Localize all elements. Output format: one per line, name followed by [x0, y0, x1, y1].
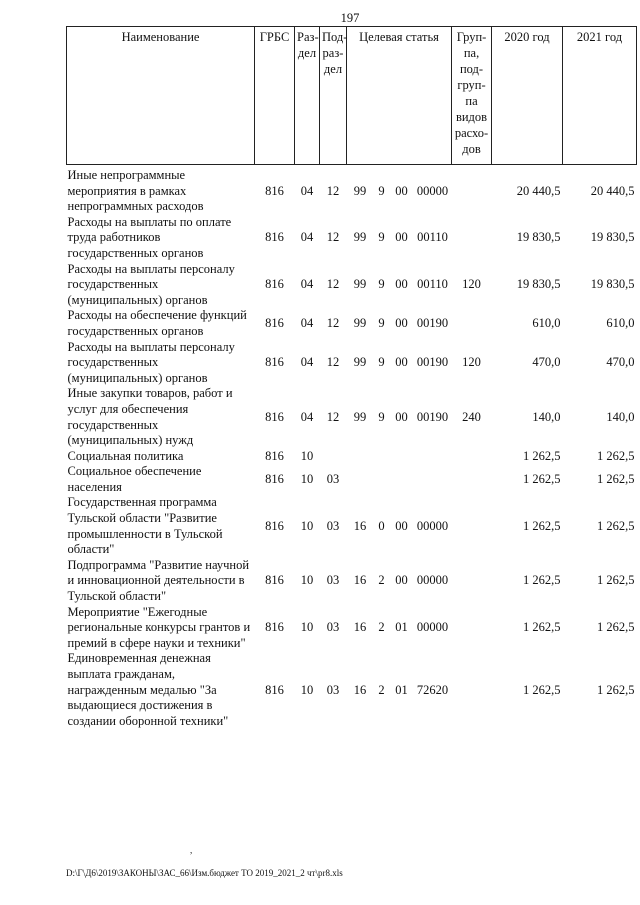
cell-name: Мероприятие "Ежегодные региональные конкурсы грантов и премий в сфере науки и техники" — [67, 604, 251, 650]
header-grbs: ГРБС — [255, 27, 295, 165]
cell-t2: 9 — [378, 230, 385, 245]
cell-grbs: 816 — [265, 518, 284, 533]
table-row — [67, 558, 637, 605]
cell-pr: 03 — [326, 518, 340, 533]
cell-t4 — [414, 464, 452, 495]
cell-t1: 99 — [353, 316, 367, 331]
cell-t4: 00110 — [417, 230, 448, 245]
cell-y2021: 470,0 — [606, 355, 635, 370]
cell-grbs: 816 — [265, 183, 284, 198]
table-row — [67, 165, 637, 215]
cell-rz: 10 — [300, 573, 314, 588]
cell-vr: 120 — [462, 355, 481, 370]
cell-rz: 04 — [300, 355, 314, 370]
cell-t1: 16 — [353, 682, 367, 697]
cell-vr — [452, 449, 492, 465]
cell-vr — [452, 308, 492, 339]
table-row — [67, 605, 637, 652]
cell-pr: 12 — [326, 409, 340, 424]
cell-grbs: 816 — [265, 682, 284, 697]
cell-name: Иные непрограммные мероприятия в рамках непрограммных расходов — [67, 168, 204, 214]
cell-y2020: 470,0 — [532, 355, 561, 370]
cell-t3: 00 — [395, 518, 408, 533]
cell-name: Расходы на выплаты персоналу государственных (муниципальных) органов — [67, 339, 235, 385]
cell-grbs: 816 — [265, 277, 284, 292]
cell-name: Расходы на обеспечение функций государственных органов — [67, 308, 247, 338]
cell-vr — [452, 651, 492, 729]
cell-t1: 99 — [353, 409, 367, 424]
footer-file-path: D:\Г\Д6\2019\ЗАКОНЫ\ЗАС_66\Изм.бюджет ТО 2019_2021_2 чт\pr8.xls — [66, 868, 343, 878]
table-row — [67, 308, 637, 339]
cell-name: Иные закупки товаров, работ и услуг для обеспечения государственных (муниципальных) нужд — [67, 386, 233, 448]
cell-vr — [452, 464, 492, 495]
cell-y2020: 1 262,5 — [523, 682, 561, 697]
cell-rz: 04 — [300, 409, 314, 424]
cell-y2020: 20 440,5 — [516, 183, 561, 198]
cell-pr: 12 — [326, 230, 340, 245]
cell-t3: 00 — [395, 573, 408, 588]
table-row — [67, 262, 637, 309]
table-row — [67, 651, 637, 729]
cell-t3 — [390, 464, 414, 495]
cell-t2: 0 — [378, 518, 385, 533]
cell-y2021: 1 262,5 — [597, 620, 635, 635]
cell-t1: 99 — [353, 355, 367, 370]
cell-y2020: 1 262,5 — [523, 518, 561, 533]
cell-y2021: 1 262,5 — [597, 518, 635, 533]
cell-t2: 9 — [378, 316, 385, 331]
cell-y2021: 140,0 — [606, 409, 635, 424]
cell-t4: 00190 — [416, 409, 449, 424]
cell-rz: 04 — [300, 277, 314, 292]
cell-rz: 10 — [300, 682, 314, 697]
cell-t2: 9 — [378, 183, 385, 198]
cell-grbs: 816 — [265, 472, 284, 487]
table-row — [67, 386, 637, 448]
cell-vr — [452, 495, 492, 557]
header-razdel: Раз- дел — [295, 27, 320, 165]
table-header — [67, 27, 637, 165]
cell-t4 — [414, 449, 452, 465]
cell-t4: 72620 — [416, 682, 449, 697]
table-row — [67, 340, 637, 387]
cell-t2 — [374, 464, 390, 495]
cell-t1 — [347, 464, 374, 495]
cell-t3: 00 — [395, 183, 408, 198]
cell-y2020: 610,0 — [532, 316, 561, 331]
cell-name: Расходы на выплаты персоналу государственных (муниципальных) органов — [67, 261, 235, 307]
cell-y2020: 1 262,5 — [523, 448, 561, 463]
cell-t3 — [390, 449, 414, 465]
cell-pr: 12 — [326, 355, 340, 370]
cell-rz: 10 — [300, 620, 314, 635]
cell-grbs: 816 — [265, 230, 284, 245]
cell-t3: 00 — [395, 409, 408, 424]
cell-pr: 03 — [326, 573, 340, 588]
cell-y2021: 1 262,5 — [597, 472, 635, 487]
cell-vr — [452, 215, 492, 262]
cell-y2021: 1 262,5 — [597, 573, 635, 588]
cell-t2: 9 — [378, 409, 385, 424]
cell-grbs: 816 — [265, 316, 284, 331]
cell-y2020: 19 830,5 — [516, 277, 561, 292]
cell-t2 — [374, 449, 390, 465]
footer-mark: , — [190, 845, 193, 855]
header-year-2020: 2020 год — [492, 27, 563, 165]
cell-grbs: 816 — [265, 448, 284, 463]
cell-name: Единовременная денежная выплата гражданам, награжденным медалью "За выдающиеся достижения в создании оборонной техники" — [67, 651, 229, 728]
cell-t1: 16 — [353, 620, 367, 635]
cell-y2020: 1 262,5 — [523, 620, 561, 635]
cell-pr: 03 — [326, 682, 340, 697]
cell-t3: 00 — [395, 355, 408, 370]
cell-y2020: 1 262,5 — [523, 472, 561, 487]
table-row — [67, 495, 637, 557]
cell-pr: 12 — [326, 277, 340, 292]
cell-t3: 01 — [395, 620, 408, 635]
cell-grbs: 816 — [265, 355, 284, 370]
cell-t4: 00110 — [417, 277, 448, 292]
cell-t1: 16 — [353, 573, 367, 588]
page-number: 197 — [340, 11, 360, 25]
cell-t2: 2 — [378, 620, 385, 635]
cell-vr — [452, 605, 492, 652]
table-row — [67, 215, 637, 262]
cell-pr: 12 — [326, 183, 340, 198]
header-expense-group: Груп- па, под- груп- па видов расхо- дов — [452, 27, 492, 165]
cell-name: Государственная программа Тульской области "Развитие промышленности в Тульской области" — [67, 495, 223, 557]
cell-name: Социальная политика — [67, 448, 184, 463]
cell-y2020: 1 262,5 — [523, 573, 561, 588]
cell-rz: 10 — [300, 518, 314, 533]
header-year-2021: 2021 год — [563, 27, 637, 165]
cell-pr: 03 — [326, 620, 340, 635]
cell-t3: 00 — [395, 277, 408, 292]
header-name: Наименование — [67, 27, 255, 165]
cell-t3: 00 — [395, 316, 408, 331]
cell-t4: 00000 — [416, 573, 449, 588]
cell-t1: 99 — [353, 230, 367, 245]
cell-t3: 00 — [395, 230, 408, 245]
cell-y2021: 19 830,5 — [590, 230, 635, 245]
cell-y2021: 20 440,5 — [590, 183, 635, 198]
cell-pr — [320, 449, 347, 465]
cell-t4: 00000 — [416, 183, 449, 198]
cell-name: Подпрограмма "Развитие научной и инновационной деятельности в Тульской области" — [67, 557, 250, 604]
cell-rz: 04 — [300, 230, 314, 245]
cell-vr: 120 — [462, 277, 481, 292]
cell-rz: 10 — [300, 448, 314, 463]
cell-t2: 2 — [378, 573, 385, 588]
table-row — [67, 449, 637, 465]
cell-grbs: 816 — [265, 620, 284, 635]
cell-t4: 00190 — [416, 316, 449, 331]
cell-t2: 2 — [378, 682, 385, 697]
budget-table — [66, 26, 637, 729]
cell-t1: 99 — [353, 183, 367, 198]
header-target-article: Целевая статья — [347, 27, 452, 165]
cell-grbs: 816 — [265, 573, 284, 588]
cell-y2021: 610,0 — [606, 316, 635, 331]
cell-name: Социальное обеспечение населения — [67, 464, 202, 494]
cell-rz: 10 — [300, 472, 314, 487]
cell-y2021: 19 830,5 — [590, 277, 635, 292]
cell-t4: 00190 — [416, 355, 449, 370]
cell-rz: 04 — [300, 316, 314, 331]
cell-pr: 03 — [326, 472, 340, 487]
cell-t4: 00000 — [416, 620, 449, 635]
cell-y2021: 1 262,5 — [597, 682, 635, 697]
cell-name: Расходы на выплаты по оплате труда работников государственных органов — [67, 214, 232, 260]
cell-t1 — [347, 449, 374, 465]
cell-rz: 04 — [300, 183, 314, 198]
cell-pr: 12 — [326, 316, 340, 331]
cell-y2021: 1 262,5 — [597, 448, 635, 463]
cell-t2: 9 — [378, 277, 385, 292]
cell-y2020: 19 830,5 — [516, 230, 561, 245]
cell-y2020: 140,0 — [532, 409, 561, 424]
cell-t1: 99 — [353, 277, 367, 292]
cell-t2: 9 — [378, 355, 385, 370]
cell-vr — [452, 165, 492, 215]
cell-grbs: 816 — [265, 409, 284, 424]
table-body — [67, 165, 637, 730]
cell-t3: 01 — [395, 682, 408, 697]
cell-vr — [452, 558, 492, 605]
header-podrazdel: Под- раз- дел — [320, 27, 347, 165]
cell-t1: 16 — [353, 518, 367, 533]
cell-t4: 00000 — [416, 518, 449, 533]
table-row — [67, 464, 637, 495]
cell-vr: 240 — [462, 409, 481, 424]
